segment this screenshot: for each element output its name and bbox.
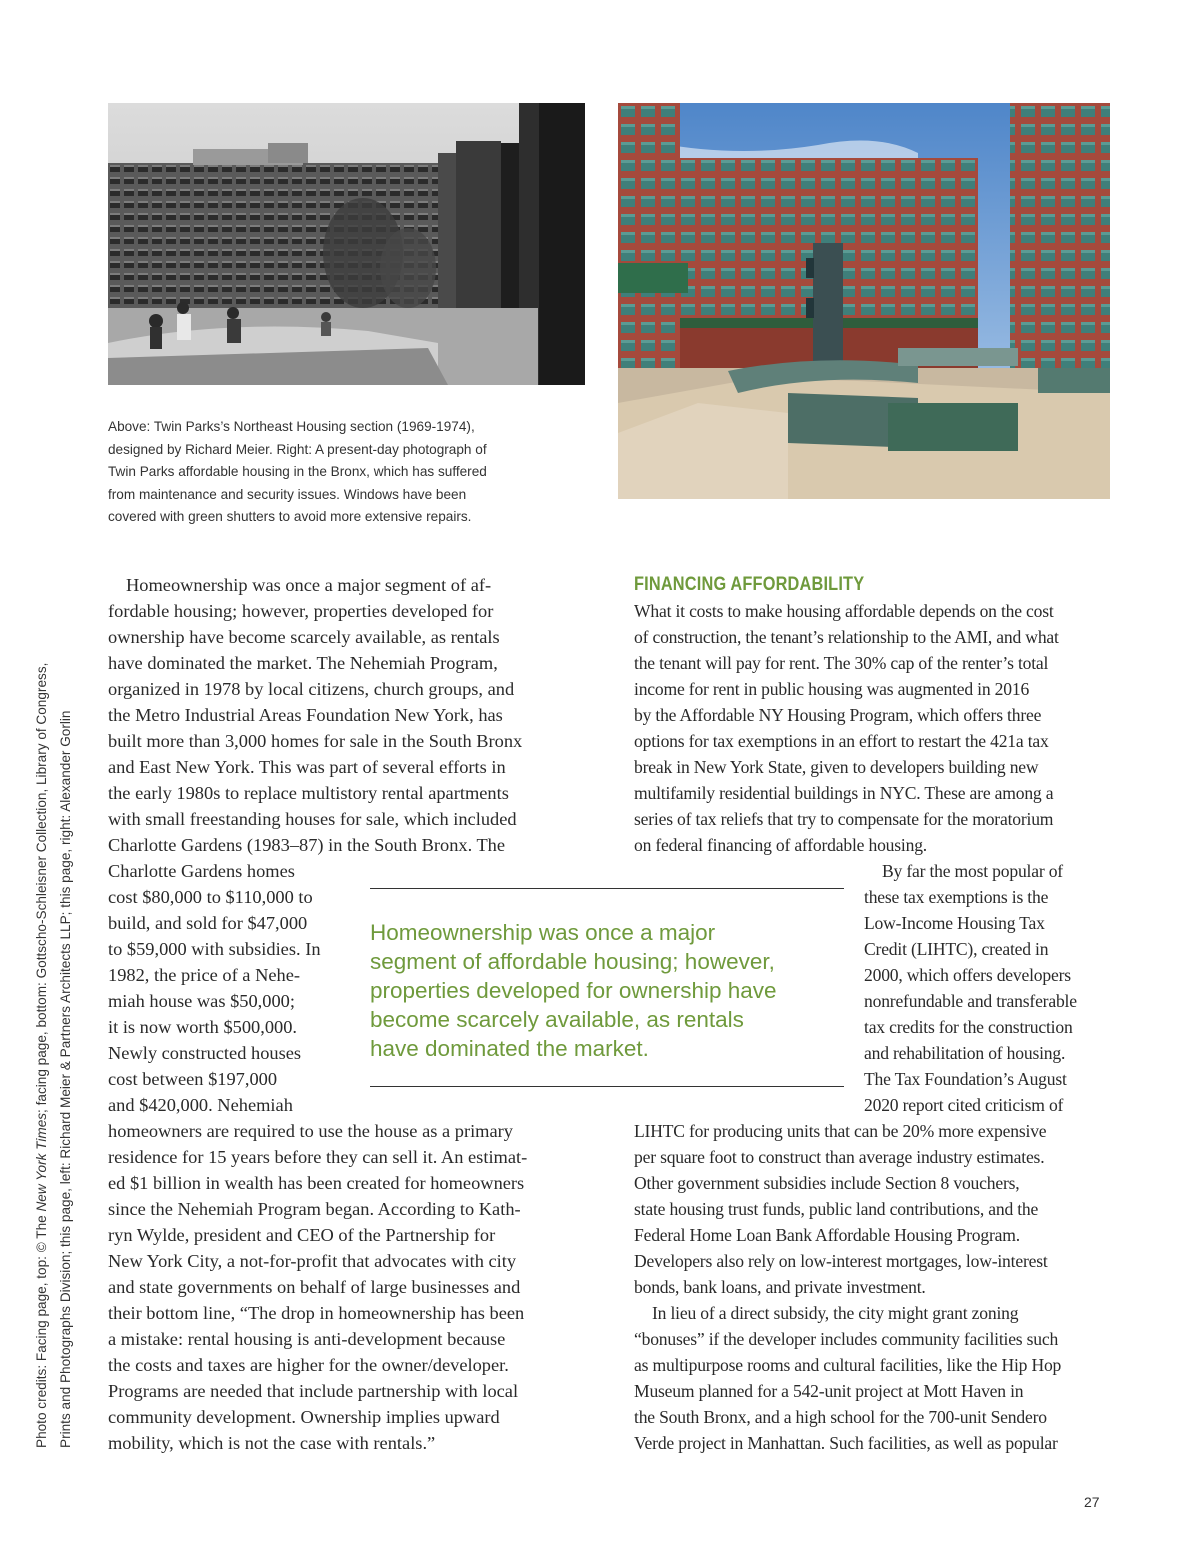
body-line: ed $1 billion in wealth has been created for homeowners	[108, 1173, 525, 1193]
section-heading: FINANCING AFFORDABILITY	[634, 574, 865, 595]
body-line: 2000, which offers developers	[864, 965, 1071, 985]
body-line: Homeownership was once a major segment of af-	[126, 575, 492, 595]
body-line: “bonuses” if the developer includes community facilities such	[634, 1329, 1059, 1349]
body-line: the early 1980s to replace multistory rental apartments	[108, 783, 509, 803]
body-line: build, and sold for $47,000	[108, 913, 308, 933]
body-line: nonrefundable and transferable	[864, 991, 1077, 1011]
credits-line-2: Prints and Photographs Division; this page, left: Richard Meier & Partners Architects LLP; this page, right: Alexander Gorlin	[58, 710, 73, 1448]
body-line: per square foot to construct than average industry estimates.	[634, 1147, 1045, 1167]
body-line: 1982, the price of a Nehe-	[108, 965, 300, 985]
body-line: built more than 3,000 homes for sale in the South Bronx	[108, 731, 523, 751]
body-line: Low-Income Housing Tax	[864, 913, 1045, 933]
body-line: residence for 15 years before they can sell it. An estimat-	[108, 1147, 528, 1167]
body-line: Newly constructed houses	[108, 1043, 302, 1063]
body-line: the tenant will pay for rent. The 30% cap of the renter’s total	[634, 653, 1049, 673]
body-line: New York City, a not-for-profit that advocates with city	[108, 1251, 517, 1271]
credits-line-1	[30, 518, 54, 1448]
body-line: since the Nehemiah Program began. According to Kath-	[108, 1199, 521, 1219]
body-line: the costs and taxes are higher for the owner/developer.	[108, 1355, 509, 1375]
pull-quote-line: become scarcely available, as rentals	[370, 1007, 744, 1032]
body-line: bonds, bank loans, and private investment.	[634, 1277, 926, 1297]
body-line: the Metro Industrial Areas Foundation New York, has	[108, 705, 503, 725]
caption-line: covered with green shutters to avoid more extensive repairs.	[108, 509, 472, 524]
body-line: ownership have become scarcely available, as rentals	[108, 627, 500, 647]
body-line: Charlotte Gardens homes	[108, 861, 295, 881]
body-line: state housing trust funds, public land contributions, and the	[634, 1199, 1039, 1219]
body-line: income for rent in public housing was augmented in 2016	[634, 679, 1030, 699]
body-line: ryn Wylde, president and CEO of the Partnership for	[108, 1225, 496, 1245]
body-line: cost $80,000 to $110,000 to	[108, 887, 313, 907]
body-line: these tax exemptions is the	[864, 887, 1049, 907]
credits-text: ; facing page, bottom: Gottscho-Schleisner Collection, Library of Congress,	[34, 662, 49, 1113]
body-line: as multipurpose rooms and cultural facilities, like the Hip Hop	[634, 1355, 1062, 1375]
body-line: miah house was $50,000;	[108, 991, 295, 1011]
body-line: it is now worth $500,000.	[108, 1017, 298, 1037]
body-line: community development. Ownership implies upward	[108, 1407, 500, 1427]
body-line: Charlotte Gardens (1983–87) in the South Bronx. The	[108, 835, 506, 855]
body-line: with small freestanding houses for sale, which included	[108, 809, 517, 829]
body-line: Developers also rely on low-interest mortgages, low-interest	[634, 1251, 1048, 1271]
body-line: organized in 1978 by local citizens, church groups, and	[108, 679, 515, 699]
photo-caption	[108, 416, 578, 529]
caption-line: Twin Parks affordable housing in the Bronx, which has suffered	[108, 464, 487, 479]
caption-line: Above: Twin Parks’s Northeast Housing section (1969-1974),	[108, 419, 475, 434]
body-line: Museum planned for a 542-unit project at Mott Haven in	[634, 1381, 1024, 1401]
pull-quote-line: segment of affordable housing; however,	[370, 949, 775, 974]
body-column-right	[634, 572, 1114, 1456]
body-line: The Tax Foundation’s August	[864, 1069, 1067, 1089]
body-line: options for tax exemptions in an effort to restart the 421a tax	[634, 731, 1049, 751]
body-line: mobility, which is not the case with rentals.”	[108, 1433, 436, 1453]
body-line: In lieu of a direct subsidy, the city might grant zoning	[652, 1303, 1019, 1323]
body-line: to $59,000 with subsidies. In	[108, 939, 321, 959]
body-line: Verde project in Manhattan. Such facilities, as well as popular	[634, 1433, 1058, 1453]
body-line: Credit (LIHTC), created in	[864, 939, 1049, 959]
body-line: break in New York State, given to developers building new	[634, 757, 1039, 777]
body-line: of construction, the tenant’s relationship to the AMI, and what	[634, 627, 1059, 647]
body-line: tax credits for the construction	[864, 1017, 1073, 1037]
photo-credits	[30, 518, 78, 1448]
body-line: multifamily residential buildings in NYC. These are among a	[634, 783, 1054, 803]
body-line: Federal Home Loan Bank Affordable Housing Program.	[634, 1225, 1020, 1245]
body-line: homeowners are required to use the house as a primary	[108, 1121, 513, 1141]
body-line: and East New York. This was part of several efforts in	[108, 757, 506, 777]
body-line: Programs are needed that include partnership with local	[108, 1381, 519, 1401]
body-line: By far the most popular of	[882, 861, 1063, 881]
photo-twin-parks-historic	[108, 103, 585, 385]
body-line: What it costs to make housing affordable depends on the cost	[634, 601, 1054, 621]
body-line: Other government subsidies include Section 8 vouchers,	[634, 1173, 1020, 1193]
pull-quote-line: properties developed for ownership have	[370, 978, 777, 1003]
body-line: series of tax reliefs that try to compensate for the moratorium	[634, 809, 1054, 829]
body-line: cost between $197,000	[108, 1069, 278, 1089]
credits-publication: New York Times	[34, 1112, 49, 1212]
body-line: LIHTC for producing units that can be 20% more expensive	[634, 1121, 1047, 1141]
body-line: on federal financing of affordable housing.	[634, 835, 927, 855]
body-line: the South Bronx, and a high school for the 700-unit Sendero	[634, 1407, 1047, 1427]
body-line: by the Affordable NY Housing Program, which offers three	[634, 705, 1042, 725]
body-line: 2020 report cited criticism of	[864, 1095, 1064, 1115]
page-number: 27	[1084, 1494, 1100, 1510]
body-line: their bottom line, “The drop in homeownership has been	[108, 1303, 525, 1323]
body-line: and rehabilitation of housing.	[864, 1043, 1066, 1063]
credits-text: Photo credits: Facing page, top: © The	[34, 1211, 49, 1448]
photo-twin-parks-present	[618, 103, 1110, 499]
body-line: a mistake: rental housing is anti-development because	[108, 1329, 506, 1349]
pull-quote-line: have dominated the market.	[370, 1036, 649, 1061]
body-line: fordable housing; however, properties developed for	[108, 601, 494, 621]
body-line: have dominated the market. The Nehemiah Program,	[108, 653, 498, 673]
caption-line: from maintenance and security issues. Windows have been	[108, 486, 467, 502]
body-line: and state governments on behalf of large businesses and	[108, 1277, 521, 1297]
narrow-text-block	[634, 858, 1114, 1118]
body-line: and $420,000. Nehemiah	[108, 1095, 293, 1115]
caption-line: designed by Richard Meier. Right: A present-day photograph of	[108, 441, 487, 457]
pull-quote-line: Homeownership was once a major	[370, 920, 716, 945]
